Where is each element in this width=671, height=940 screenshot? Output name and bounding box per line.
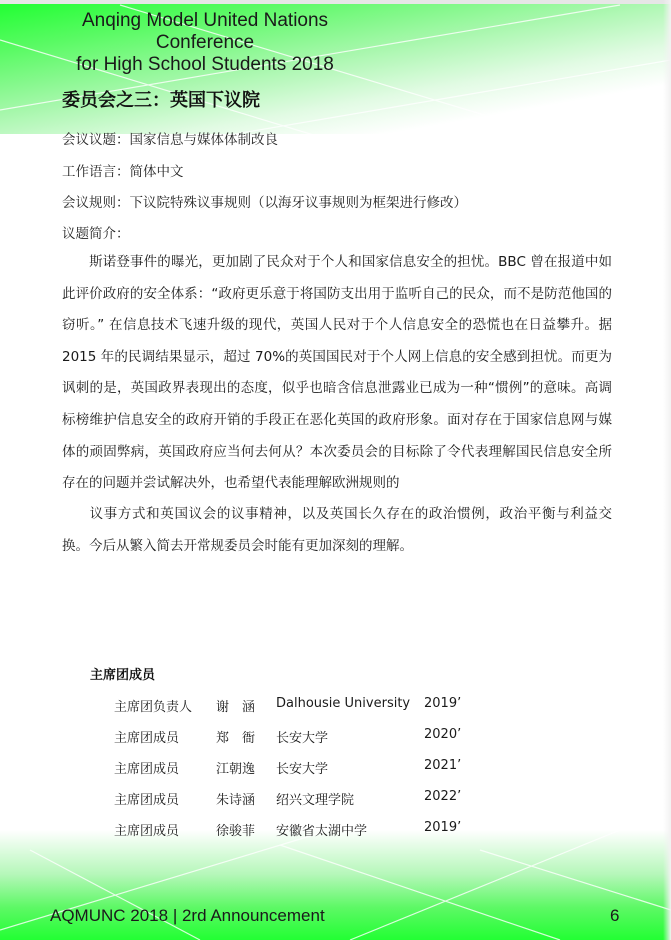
conference-title (50, 10, 360, 76)
chair-year: 2020’ (424, 727, 462, 742)
footer-line (350, 830, 620, 940)
chair-school: 长安大学 (276, 762, 329, 777)
footer-line (30, 850, 200, 940)
chair-year: 2019’ (424, 696, 462, 711)
chair-name: 朱诗涵 (216, 793, 256, 808)
chair-heading: 主席团成员 (90, 668, 156, 683)
intro-label: 议题简介： (62, 226, 130, 242)
committee-topic: 会议议题：国家信息与媒体体制改良 (62, 132, 278, 148)
chair-year: 2022’ (424, 789, 462, 804)
chair-name: 谢 涵 (216, 700, 256, 715)
chair-role: 主席团成员 (114, 762, 180, 777)
chair-role: 主席团成员 (114, 824, 180, 839)
intro-paragraph-2-text: 议事方式和英国议会的议事精神，以及英国长久存在的政治惯例，政治平衡与利益交换。今后从繁入简去开常规委员会时能有更加深刻的理解。 (62, 506, 612, 554)
chair-school: 安徽省太湖中学 (276, 824, 368, 839)
intro-paragraph-1-text: 斯诺登事件的曝光，更加剧了民众对于个人和国家信息安全的担忧。BBC 曾在报道中如此评价政府的安全体系：“政府更乐意于将国防支出用于监听自己的民众，而不是防范他国的窃听。” 在信息技术飞速升级的现代，英国人民对于个人信息安全的恐慌也在日益攀升。据 2015 年的民调结果显示，超过 70%的英国国民对于个人网上信息的安全感到担忧。而更为讽刺的是，英国政界表现出的态度，似乎也暗含信息泄露业已成为一种“惯例”的意味。高调标榜维护信息安全的政府开销的手段正在恶化英国的政府形象。面对存在于国家信息网与媒体的顽固弊病，英国政府应当何去何从？本次委员会的目标除了令代表理解国民信息安全所存在的问题并尝试解决外，也希望代表能理解欧洲规则的 (62, 254, 612, 492)
chair-name: 徐骏菲 (216, 824, 256, 839)
chair-name: 郑 衙 (216, 731, 256, 746)
chair-name: 江朝逸 (216, 762, 256, 777)
page-number: 6 (610, 906, 620, 925)
chair-year: 2021’ (424, 758, 462, 773)
page-edge-shadow (663, 0, 671, 940)
chair-year: 2019’ (424, 820, 462, 835)
conference-title-line2: for High School Students 2018 (76, 54, 334, 75)
chair-school: Dalhousie University (276, 696, 411, 711)
conference-title-line1: Anqing Model United Nations Conference (81, 10, 329, 53)
intro-paragraph-2 (62, 499, 612, 562)
chair-role: 主席团成员 (114, 731, 180, 746)
footer-label: AQMUNC 2018 | 2rd Announcement (50, 906, 325, 925)
intro-paragraph-1 (62, 247, 612, 500)
footer-line (480, 850, 671, 910)
chair-school: 长安大学 (276, 731, 329, 746)
chair-school: 绍兴文理学院 (276, 793, 355, 808)
chair-role: 主席团成员 (114, 793, 180, 808)
chair-role: 主席团负责人 (114, 700, 193, 715)
committee-title: 委员会之三：英国下议院 (62, 90, 260, 111)
committee-rules: 会议规则：下议院特殊议事规则（以海牙议事规则为框架进行修改） (62, 195, 467, 211)
committee-language: 工作语言：简体中文 (62, 164, 184, 180)
